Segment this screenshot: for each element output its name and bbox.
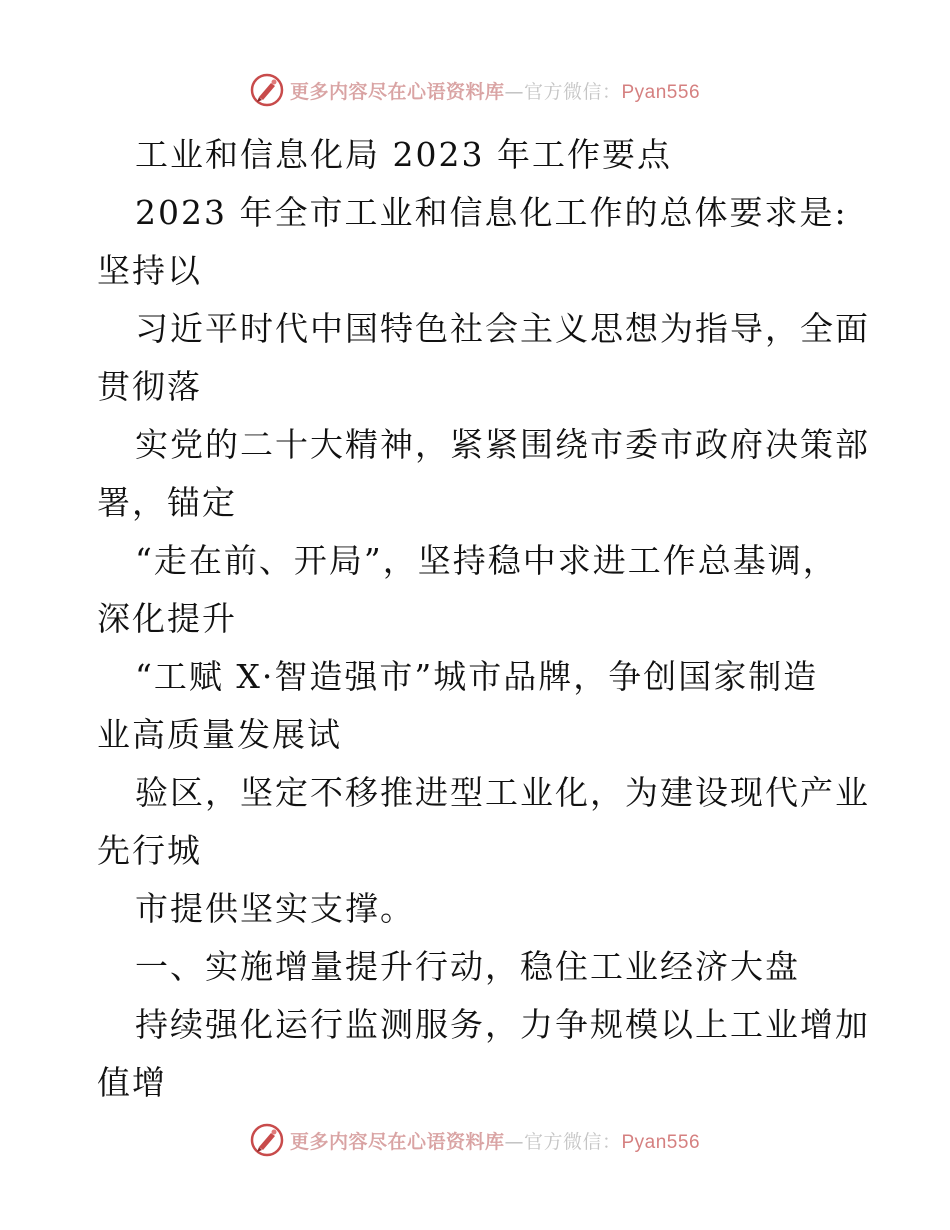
text-line: 习近平时代中国特色社会主义思想为指导，全面 bbox=[135, 309, 870, 348]
watermark-text: 更多内容尽在心语资料库—官方微信：Pyan556 bbox=[289, 80, 701, 103]
text-line: 贯彻落 bbox=[97, 367, 202, 406]
text-line: 市提供坚实支撑。 bbox=[135, 889, 415, 928]
text-line: 坚持以 bbox=[97, 251, 202, 290]
text-line: 业高质量发展试 bbox=[97, 715, 342, 754]
document-body bbox=[97, 126, 870, 1112]
text-line: 实党的二十大精神，紧紧围绕市委市政府决策部 bbox=[135, 425, 870, 464]
text-line: “工赋 X·智造强市”城市品牌，争创国家制造 bbox=[135, 657, 819, 696]
pen-logo-icon bbox=[250, 1123, 284, 1157]
text-line: 值增 bbox=[97, 1063, 167, 1102]
text-line: “走在前、开局”，坚持稳中求进工作总基调， bbox=[135, 541, 838, 580]
text-line: 2023 年全市工业和信息化工作的总体要求是: bbox=[135, 193, 848, 232]
text-line: 验区，坚定不移推进型工业化，为建设现代产业 bbox=[135, 773, 870, 812]
text-line: 持续强化运行监测服务，力争规模以上工业增加 bbox=[135, 1005, 870, 1044]
pen-logo-icon bbox=[250, 73, 284, 107]
text-line: 先行城 bbox=[97, 831, 202, 870]
document-title: 工业和信息化局 2023 年工作要点 bbox=[135, 135, 672, 174]
footer-watermark-banner bbox=[0, 1120, 950, 1160]
header-watermark-banner bbox=[0, 70, 950, 110]
text-line: 署，锚定 bbox=[97, 483, 237, 522]
section-heading: 一、实施增量提升行动，稳住工业经济大盘 bbox=[135, 947, 800, 986]
watermark-text: 更多内容尽在心语资料库—官方微信：Pyan556 bbox=[289, 1130, 701, 1153]
text-line: 深化提升 bbox=[97, 599, 237, 638]
